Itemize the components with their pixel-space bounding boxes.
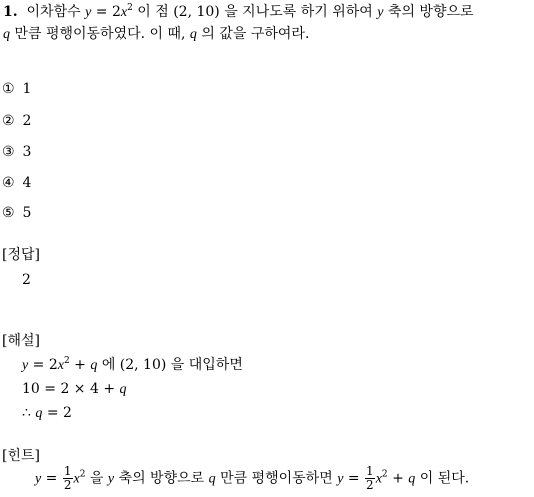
choice-mark: ③ [2,144,15,160]
choice-5[interactable] [2,205,31,222]
question-line-1 [3,4,474,22]
q-var: q [189,27,197,42]
choice-mark: ⑤ [2,205,15,221]
formula-y: y [85,5,92,20]
question-text-end: 의 값을 구하여라. [201,26,310,42]
therefore-symbol: ∴ [22,405,31,421]
question-text-line2: 만큼 평행이동하였다. 이 때, [14,26,186,42]
fraction: $\frac{1}{2}$ [366,464,374,492]
choice-2[interactable] [2,113,31,130]
explanation-line-3: ∴ q = 2 [22,405,72,421]
question-line-2 [3,26,309,44]
formula-eq: = 2 [91,4,121,20]
answer-label: [정답] [2,247,40,263]
hint-label: [힌트] [2,448,40,464]
explanation-line-1: $y = 2x^2 + q$ 에 (2, 10) 을 대입하면 [22,356,243,373]
explanation-label: [해설] [2,333,40,349]
question-text-suffix: 축의 방향으로 [387,4,474,20]
choice-value: 4 [22,175,32,191]
choice-value: 2 [22,113,32,129]
choice-value: 1 [22,81,32,97]
choice-value: 3 [22,144,32,160]
formula-x: x [120,5,128,20]
choice-3[interactable] [2,144,31,161]
q-var: q [3,27,10,42]
question-text: 이차함수 [26,4,81,20]
axis-y: y [377,5,384,20]
choice-4[interactable] [2,175,31,192]
choice-value: 5 [22,205,32,221]
choice-mark: ④ [2,175,15,191]
question-number: 1. [3,4,18,20]
hint-line: y = $\frac{1}{2}$ $x^2$ 을 y 축의 방향으로 q 만큼 평행이동하면 y = $\frac{1}{2}$ $x^2 + q$ 이 된다. [35,464,470,492]
question-text-mid: 이 점 (2, 10) 을 지나도록 하기 위하여 [137,4,373,20]
choice-1[interactable] [2,81,31,98]
formula-exponent: 2 [127,3,133,13]
choice-mark: ① [2,81,15,97]
explanation-line-2: 10 = 2 × 4 + q [22,381,127,397]
choice-mark: ② [2,113,15,129]
fraction: $\frac{1}{2}$ [63,464,72,492]
answer-value: 2 [22,272,31,288]
